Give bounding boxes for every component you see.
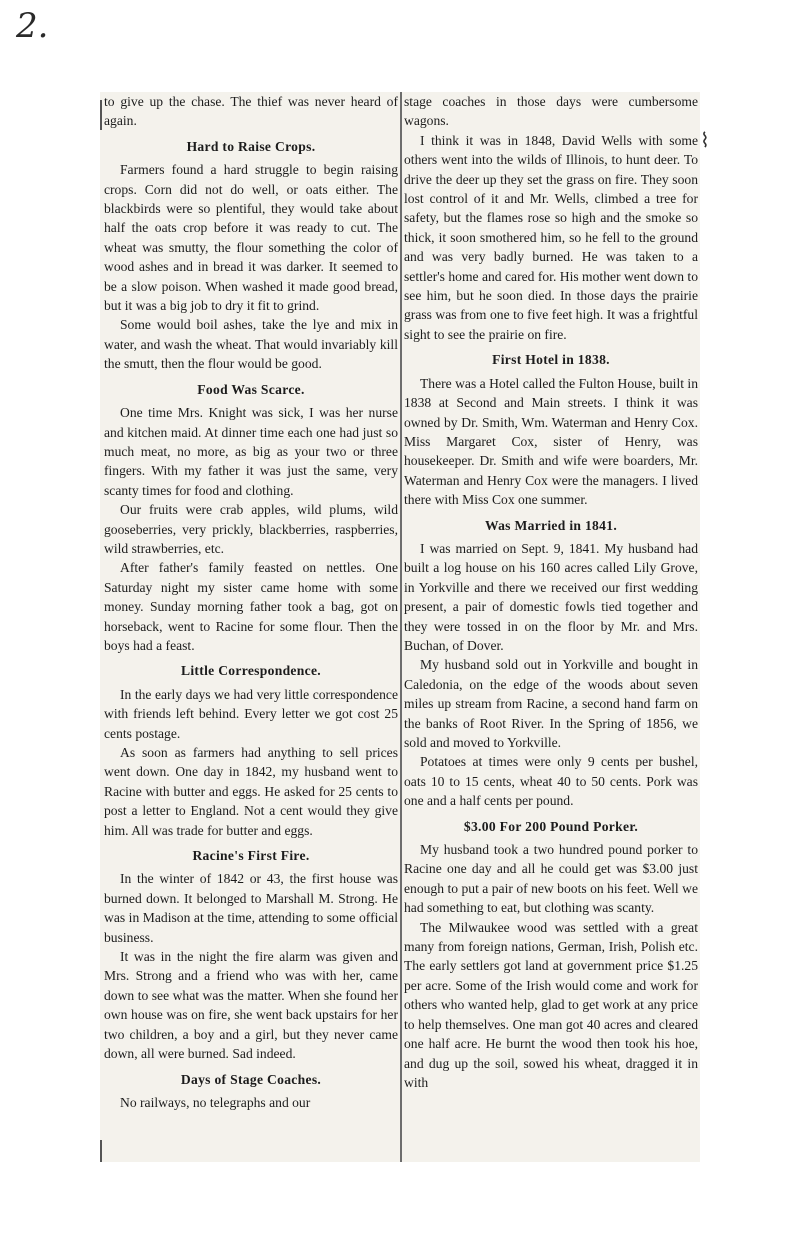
page-number: 2. [16,6,49,46]
section-heading: Food Was Scarce. [197,381,305,397]
section-heading: Hard to Raise Crops. [186,138,316,154]
paragraph: There was a Hotel called the Fulton House, built in 1838 at Second and Main streets. I think it was owned by Dr. Smith, Wm. Waterman and Henry Cox. Miss Margaret Cox, sister of Henry, was housekeeper. Dr. Smith and wife were boarders, Mr. Waterman and Henry Cox were the managers. I lived there with Miss Cox one summer. [404,375,698,508]
paragraph: My husband took a two hundred pound porker to Racine one day and all he could get was $3.00 just enough to put a pair of new boots on his feet. Well we had something to eat, but clothing was scanty. [404,842,698,916]
paragraph: In the early days we had very little correspondence with friends left behind. Every letter we got cost 25 cents postage. [104,686,398,741]
paragraph: I was married on Sept. 9, 1841. My husband had built a log house on his 160 acres called Lily Grove, in Yorkville and there we received our first wedding present, a pair of domestic fowls tied together and they were tossed in on the floor by Mr. and Mrs. Buchan, of Dover. [404,540,698,653]
section-heading: Little Correspondence. [180,663,321,679]
column-divider [400,92,402,1162]
section-heading: First Hotel in 1838. [492,352,610,368]
section-heading: Was Married in 1841. [484,517,618,533]
paragraph: My husband sold out in Yorkville and bought in Caledonia, on the edge of the woods about seven miles up stream from Racine, a second hand farm on the banks of Root River. In the Spring of 1856, we sold and moved to Yorkville. [404,657,698,750]
paragraph: stage coaches in those days were cumbersome wagons. [404,94,698,129]
paragraph: The Milwaukee wood was settled with a great many from foreign nations, German, Irish, Polish etc. The early settlers got land at government price $1.25 per acre. Some of the Irish would come and work for others who wanted help, glad to get work at any price to help themselves. One man got 40 acres and cleared one half acre. He burnt the wood then took his hoe, and dug up the soil, sowed his wheat, dragged it in with [404,919,698,1090]
section-heading: Racine's First Fire. [192,848,310,864]
paragraph: In the winter of 1842 or 43, the first house was burned down. It belonged to Marshall M. Strong. He was in Madison at the time, attending to some official business. [104,871,398,945]
paragraph: As soon as farmers had anything to sell prices went down. One day in 1842, my husband went to Racine with butter and eggs. He asked for 25 cents to post a letter to England. Not a cent would they give him. All was trade for butter and eggs. [104,745,398,838]
paragraph: Potatoes at times were only 9 cents per bushel, oats 10 to 15 cents, wheat 40 to 50 cents. Pork was one and a half cents per pound. [404,754,698,809]
section-heading: Days of Stage Coaches. [180,1071,322,1087]
paragraph: Some would boil ashes, take the lye and mix in water, and wash the wheat. That would invariably kill the smutt, then the flour would be good. [104,317,398,372]
paragraph: One time Mrs. Knight was sick, I was her nurse and kitchen maid. At dinner time each one had just so much meat, no more, as big as your two or three fingers. With my father it was just the same, very scanty times for food and clothing. [104,405,398,498]
margin-mark [100,1140,102,1162]
left-column [104,92,398,1112]
paragraph: Our fruits were crab apples, wild plums, wild gooseberries, very prickly, blackberries, raspberries, wild strawberries, etc. [104,502,398,556]
margin-scribble-mark: ⌇ [700,128,710,152]
paragraph: It was in the night the fire alarm was given and Mrs. Strong and a friend who was with her, came down to see what was the matter. When she found her own house was on fire, she went back upstairs for her two children, a boy and a girl, but they never came down, all were burned. Sad indeed. [104,949,398,1062]
paragraph: to give up the chase. The thief was never heard of again. [104,94,398,129]
margin-mark [100,100,102,130]
paragraph: After father's family feasted on nettles. One Saturday night my sister came home with some money. Sunday morning father took a bag, got on horseback, went to Racine for some flour. Then the boys had a feast. [104,560,398,653]
right-column [404,92,698,1092]
section-heading: $3.00 For 200 Pound Porker. [463,818,639,834]
newspaper-clipping [100,92,700,1162]
paragraph: Farmers found a hard struggle to begin raising crops. Corn did not do well, or oats either. The blackbirds were so plentiful, they would take about half the oats crop before it was ready to cut. The wheat was smutty, the flour something the color of wood ashes and in bread it was darker. It seemed to be a slow poison. When washed it made good bread, but it was a big job to dry it fit to grind. [104,162,398,314]
paragraph: I think it was in 1848, David Wells with some others went into the wilds of Illinois, to hunt deer. To drive the deer up they set the grass on fire. They soon lost control of it and Mr. Wells, climbed a tree for safety, but the flames rose so high and the smoke so thick, it soon smothered him, so he fell to the ground and was very badly burned. He was taken to a settler's home and cared for. His mother went down to see him, but he soon died. In those days the prairie grass was from one to five feet high. It was a frightful sight to see the prairie on fire. [404,132,698,342]
paragraph: No railways, no telegraphs and our [120,1094,311,1110]
